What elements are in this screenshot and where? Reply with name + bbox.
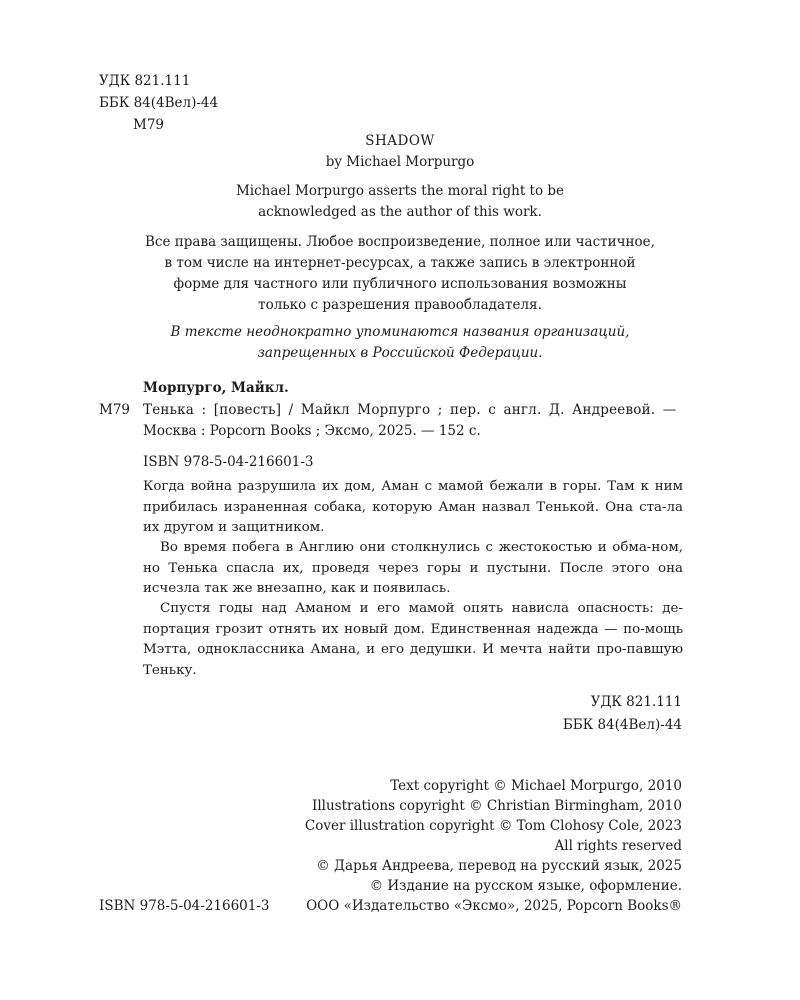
bibliographic-description-line: Тенька : [повесть] / Майкл Морпурго ; пер. с англ. Д. Андреевой. —: [143, 402, 677, 418]
bbk-code-bottom: ББК 84(4Вел)-44: [562, 717, 682, 733]
annotation-paragraph: Когда война разрушила их дом, Аман с мамой бежали в горы. Там к ним прибилась израненная собака, которую Аман назвал Тенькой. Она ста-ла их другом и защитником.: [143, 479, 683, 535]
copyright-line: Cover illustration copyright © Tom Clohosy Cole, 2023: [304, 818, 682, 834]
copyright-line: All rights reserved: [554, 838, 682, 854]
udk-code-bottom: УДК 821.111: [590, 694, 682, 710]
author-heading: Морпурго, Майкл.: [143, 380, 289, 396]
copyright-line: © Издание на русском языке, оформление.: [369, 878, 682, 894]
rights-notice-line: только с разрешения правообладателя.: [258, 297, 542, 313]
rights-notice-line: Все права защищены. Любое воспроизведение, полное или частичное,: [145, 234, 655, 250]
bibliographic-description-line: Москва : Popcorn Books ; Эксмо, 2025. — 152 с.: [143, 423, 481, 439]
rights-notice-line: форме для частного или публичного использования возможны: [173, 276, 627, 292]
original-title: SHADOW: [365, 133, 435, 149]
moral-right-line: acknowledged as the author of this work.: [258, 204, 542, 220]
udk-code-top: УДК 821.111: [99, 73, 191, 89]
copyright-line: © Дарья Андреева, перевод на русский язык, 2025: [316, 858, 682, 874]
moral-right-line: Michael Morpurgo asserts the moral right to be: [235, 183, 565, 199]
copyright-block: [305, 776, 682, 916]
author-mark-top: М79: [133, 117, 165, 133]
copyright-line: Text copyright © Michael Morpurgo, 2010: [390, 778, 682, 794]
author-mark: М79: [99, 402, 131, 418]
annotation-paragraph: Спустя годы над Аманом и его мамой опять нависла опасность: де-портация грозит отнять их новый дом. Единственная надежда — по-мощь Мэтта, одноклассника Амана, и его дедушки. И мечта найти про-павшую Теньку.: [143, 601, 683, 678]
rights-notice-line: в том числе на интернет-ресурсах, а также запись в электронной: [164, 255, 636, 271]
organizations-notice-line: В тексте неоднократно упоминаются названия организаций,: [170, 324, 630, 340]
annotation-paragraph: Во время побега в Англию они столкнулись с жестокостью и обма-ном, но Тенька спасла их, проведя через горы и пустыни. После этого она исчезла так же внезапно, как и появилась.: [143, 540, 683, 596]
copyright-line: Illustrations copyright © Christian Birmingham, 2010: [311, 798, 682, 814]
copyright-line: ООО «Издательство «Эксмо», 2025, Popcorn Books®: [306, 898, 682, 914]
isbn-bottom: ISBN 978-5-04-216601-3: [99, 898, 270, 914]
bbk-code-top: ББК 84(4Вел)-44: [99, 95, 219, 111]
original-byline: by Michael Morpurgo: [325, 154, 475, 170]
isbn: ISBN 978-5-04-216601-3: [143, 454, 314, 470]
organizations-notice-line: запрещенных в Российской Федерации.: [257, 345, 543, 361]
